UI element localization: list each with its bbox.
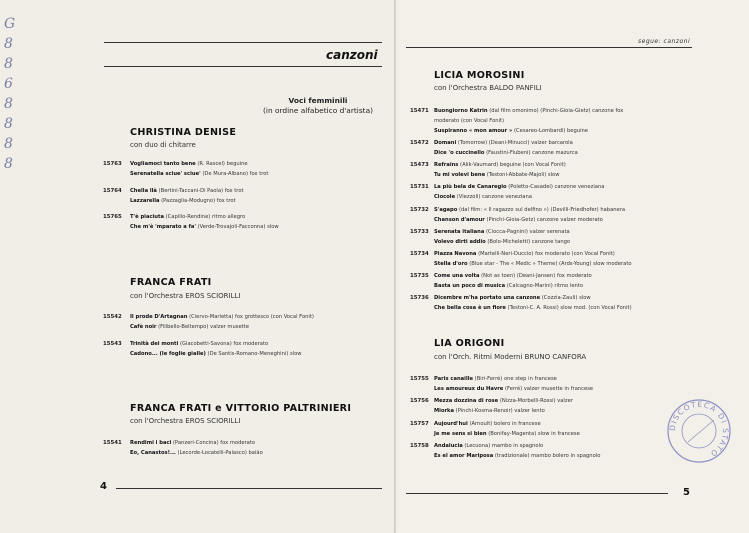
track-line: [434, 281, 583, 291]
track-title: Volevo dirti addio: [434, 239, 486, 245]
track-line: [434, 293, 591, 303]
track-line: [434, 182, 604, 192]
track-title: S'agapo: [434, 207, 458, 213]
track-title: Les amoureux du Havre: [434, 386, 504, 392]
track-title: Trinità dei monti: [130, 341, 179, 347]
track-line: [130, 349, 302, 359]
track-line: [130, 339, 268, 349]
track-line: [434, 237, 570, 247]
track-line: [434, 419, 541, 429]
artist-accompaniment: con duo di chitarre: [130, 141, 196, 149]
track-details: (Pinchi-Kosma-Renoir) valzer lento: [455, 408, 545, 414]
margin-note: 6: [4, 76, 13, 92]
track-details: (Cozzia-Zauli) slow: [541, 295, 591, 301]
track-title: Tu mi volevi bene: [434, 172, 486, 178]
header-note: segue: canzoni: [638, 38, 691, 45]
track-title: Je me sens si bien: [434, 431, 487, 437]
track-title: Lazzarella: [130, 198, 160, 204]
track-title: Cafè noir: [130, 324, 157, 330]
track-details: (Arnoult) bolero in francese: [469, 421, 541, 427]
discoteca-di-stato-stamp: [666, 398, 732, 464]
catalog-number: 15764: [103, 188, 122, 194]
track-details: (Ferré) valzer musette in francese: [504, 386, 594, 392]
track-line: [434, 227, 570, 237]
artist-accompaniment: con l'Orch. Ritmi Moderni BRUNO CANFORA: [434, 353, 587, 361]
track-title: Che bella cosa è un fiore: [434, 305, 506, 311]
artist-name: LICIA MOROSINI: [434, 70, 525, 81]
artist-name: FRANCA FRATI: [130, 277, 212, 288]
track-title: Basta un poco di musica: [434, 283, 506, 289]
track-line: [434, 451, 600, 461]
catalog-number: 15736: [410, 295, 429, 301]
margin-note: 8: [4, 56, 13, 72]
track-title: Stella d'oro: [434, 261, 468, 267]
track-title: Aujourd'hui: [434, 421, 468, 427]
track-title: Paris canaille: [434, 376, 474, 382]
track-line: [434, 138, 573, 148]
footer-rule: [116, 488, 382, 489]
track-title: Miorka: [434, 408, 455, 414]
track-line: [130, 212, 245, 222]
track-details: (R. Rascel) beguine: [197, 161, 248, 167]
track-line: [434, 148, 578, 158]
header-rule-top: [104, 42, 382, 43]
track-line: [434, 429, 580, 439]
track-line: [434, 406, 545, 416]
track-details: (Lecuona) mambo in spagnolo: [464, 443, 544, 449]
artist-accompaniment: con l'Orchestra BALDO PANFILI: [434, 84, 542, 92]
track-title: Vogliamoci tanto bene: [130, 161, 196, 167]
track-line: [434, 160, 566, 170]
track-details: (dal film: « Il ragazzo sul delfino ») (Devilli-Friedhofer) habanera: [458, 207, 626, 213]
artist-name: CHRISTINA DENISE: [130, 127, 237, 138]
catalog-number: 15756: [410, 398, 429, 404]
track-details: (Giacobetti-Savona) fox moderato: [179, 341, 269, 347]
track-details: (Panzeri-Concina) fox moderato: [173, 440, 256, 446]
track-line: [434, 259, 632, 269]
track-details: (Alik-Vaumard) beguine (con Vocal Fonit): [460, 162, 566, 168]
track-line: [434, 126, 588, 136]
genre-heading: [262, 96, 374, 116]
track-title: Chella llà: [130, 188, 157, 194]
genre-subtitle: (in ordine alfabetico d'artista): [263, 106, 373, 115]
track-details: (De Mura-Albano) fox trot: [202, 171, 269, 177]
margin-note: 8: [4, 96, 13, 112]
catalog-number: 15765: [103, 214, 122, 220]
track-title: Eo, Canastos!...: [130, 450, 176, 456]
track-line: [434, 249, 615, 259]
track-title: Che m'è 'mparato a fa': [130, 224, 196, 230]
track-line: [130, 222, 279, 232]
track-title: Ciocole: [434, 194, 456, 200]
track-details: (Not as toen) (Deani-Jansen) fox moderato: [481, 273, 592, 279]
track-details: (Ciocca-Pagnini) valzer serenata: [485, 229, 570, 235]
track-line: [434, 106, 623, 116]
page-number: 4: [100, 481, 107, 492]
track-title: Domani: [434, 140, 457, 146]
track-details: (Lecorde-Locatelli-Palasco) baião: [177, 450, 263, 456]
track-title: Serenata italiana: [434, 229, 485, 235]
artist-name: LIA ORIGONI: [434, 338, 505, 349]
track-details: (Viezzoli) canzone veneziana: [456, 194, 532, 200]
catalog-number: 15543: [103, 341, 122, 347]
track-details: moderato (con Vocal Fonit): [434, 118, 505, 124]
header-rule-bottom: [104, 66, 382, 67]
track-details: (De Santis-Romano-Meneghini) slow: [207, 351, 302, 357]
artist-accompaniment: con l'Orchestra EROS SCIORILLI: [130, 292, 241, 300]
track-title: Es el amor Mariposa: [434, 453, 494, 459]
catalog-number: 15472: [410, 140, 429, 146]
track-line: [434, 271, 592, 281]
margin-note: 8: [4, 156, 13, 172]
track-details: (Capillo-Rendine) ritmo allegro: [165, 214, 246, 220]
track-line: [434, 116, 504, 126]
track-title: Mezza dozzina di rose: [434, 398, 499, 404]
catalog-number: 15541: [103, 440, 122, 446]
track-details: (Testoni-C. A. Rossi) slow mod. (con Vocal Fonit): [507, 305, 632, 311]
track-title: Dice 'o cuccinello: [434, 150, 485, 156]
track-line: [130, 186, 244, 196]
track-line: [130, 322, 249, 332]
track-line: [130, 448, 263, 458]
page-number: 5: [683, 487, 690, 498]
stamp-inner-ring: [682, 414, 716, 448]
catalog-number: 15757: [410, 421, 429, 427]
stamp-signature: [688, 420, 714, 442]
track-line: [434, 374, 557, 384]
genre-title: Voci femminili: [288, 96, 348, 105]
footer-rule: [406, 493, 668, 494]
handwritten-margin-notes: [4, 14, 44, 174]
track-details: (Bertini-Taccani-Di Paola) fox trot: [158, 188, 244, 194]
track-line: [434, 215, 603, 225]
track-details: (Calcagno-Marini) ritmo lento: [506, 283, 584, 289]
track-details: (Nizza-Morbelli-Rossi) valzer: [499, 398, 573, 404]
track-line: [130, 196, 236, 206]
catalog-number: 15734: [410, 251, 429, 257]
track-details: (Filibello-Beltempo) valzer musette: [158, 324, 249, 330]
catalog-number: 15735: [410, 273, 429, 279]
margin-note: 8: [4, 116, 13, 132]
track-details: (Pinchi-Gioia-Getz) canzone valzer moderato: [486, 217, 603, 223]
track-details: (Testoni-Abbate-Majoli) slow: [486, 172, 560, 178]
track-line: [434, 192, 532, 202]
track-title: Rendimi i baci: [130, 440, 172, 446]
track-title: Piazza Navona: [434, 251, 477, 257]
track-details: (Pazzaglia-Modugno) fox trot: [161, 198, 236, 204]
margin-note: 8: [4, 36, 13, 52]
track-details: (Tomorrow) (Deani-Minucci) valzer barcarola: [457, 140, 573, 146]
catalog-number: 15755: [410, 376, 429, 382]
track-title: Suspiranno « mon amour »: [434, 128, 513, 134]
catalog-number: 15763: [103, 161, 122, 167]
track-title: Refrains: [434, 162, 459, 168]
track-line: [130, 159, 248, 169]
artist-accompaniment: con l'Orchestra EROS SCIORILLI: [130, 417, 241, 425]
track-line: [434, 384, 593, 394]
track-details: (tradizionale) mambo bolero in spagnolo: [494, 453, 601, 459]
track-line: [434, 170, 559, 180]
catalog-number: 15733: [410, 229, 429, 235]
track-line: [130, 312, 314, 322]
track-title: Cadono... (le foglie gialle): [130, 351, 206, 357]
track-line: [130, 169, 268, 179]
track-line: [434, 396, 573, 406]
header-rule: [406, 47, 692, 48]
track-title: Il prode D'Artagnan: [130, 314, 188, 320]
catalog-number: 15542: [103, 314, 122, 320]
track-title: Chanson d'amour: [434, 217, 485, 223]
margin-note: G: [4, 16, 16, 32]
track-details: (Martelli-Neri-Duccio) fox moderato (con Vocal Fonit): [478, 251, 615, 257]
catalog-number: 15758: [410, 443, 429, 449]
track-line: [434, 441, 543, 451]
track-title: Andalucia: [434, 443, 463, 449]
track-details: (Verde-Trovajoli-Facconna) slow: [197, 224, 279, 230]
track-details: (Biri-Ferré) one step in francese: [474, 376, 557, 382]
catalog-number: 15473: [410, 162, 429, 168]
track-details: (Blue star - The « Medic » Theme) (Ards-Young) slow moderato: [469, 261, 632, 267]
track-title: Buongiorno Katrin: [434, 108, 488, 114]
track-title: T'è piaciuta: [130, 214, 164, 220]
track-details: (dal film omonimo) (Pinchi-Gioia-Gietz) canzone fox: [489, 108, 624, 114]
track-title: Serenatella sciue' sciue': [130, 171, 201, 177]
track-title: La più bela de Canaregio: [434, 184, 507, 190]
track-line: [130, 438, 255, 448]
track-line: [434, 205, 625, 215]
track-details: (Ciervo-Marletta) fox grottesco (con Vocal Fonit): [189, 314, 314, 320]
section-title: canzoni: [326, 48, 378, 62]
artist-name: FRANCA FRATI e VITTORIO PALTRINIERI: [130, 403, 352, 414]
margin-note: 8: [4, 136, 13, 152]
track-details: (Bonifay-Magenta) slow in francese: [488, 431, 580, 437]
catalog-number: 15731: [410, 184, 429, 190]
catalog-number: 15471: [410, 108, 429, 114]
track-title: Dicembre m'ha portato una canzone: [434, 295, 541, 301]
track-title: Come una volta: [434, 273, 480, 279]
track-details: (Cesareo-Lombardi) beguine: [513, 128, 588, 134]
track-details: (Bolo-Micheletti) canzone tango: [487, 239, 571, 245]
catalog-number: 15732: [410, 207, 429, 213]
stamp-text-path: DISCOTECA DI STATO: [667, 399, 731, 459]
track-details: (Faustini-Fiubeni) canzone mazurca: [486, 150, 578, 156]
track-line: [434, 303, 632, 313]
track-details: (Poletto-Casadei) canzone veneziana: [508, 184, 605, 190]
